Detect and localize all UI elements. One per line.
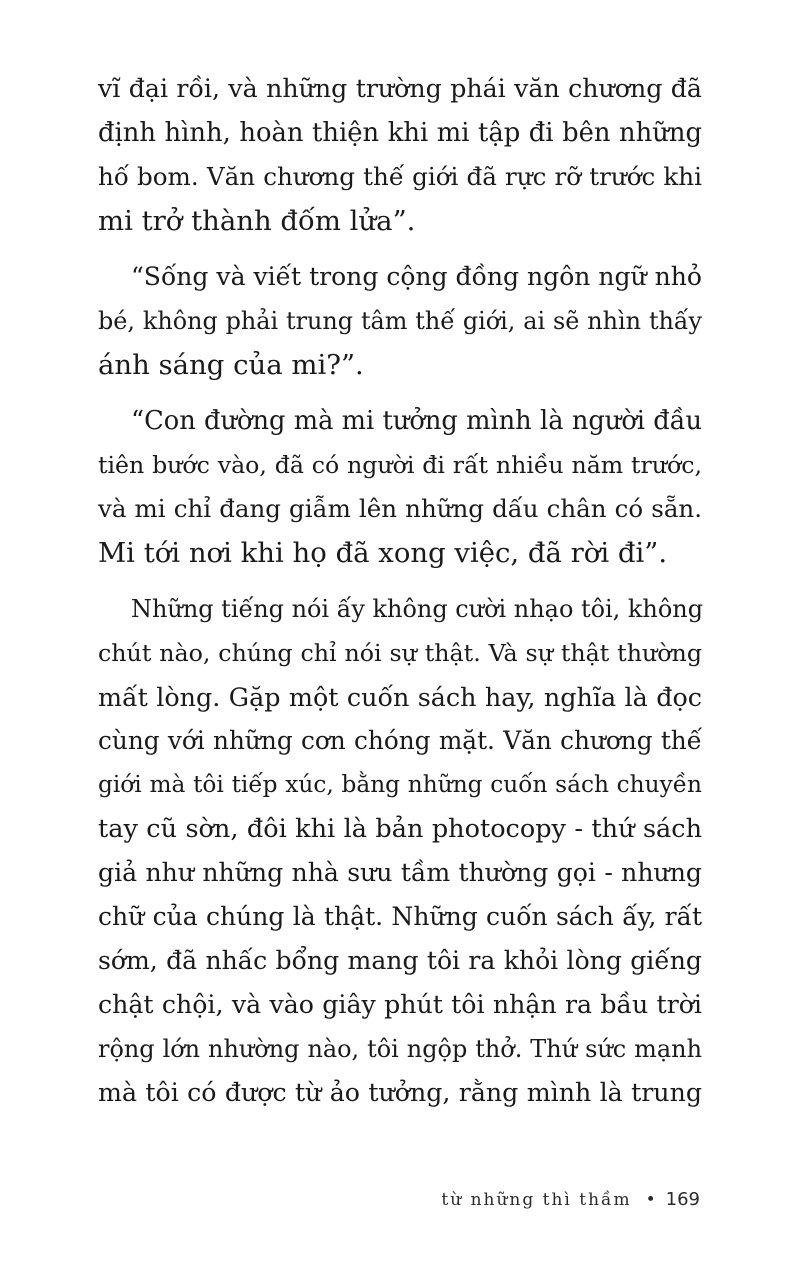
paragraph-gap: [98, 387, 702, 399]
footer-separator: •: [645, 1190, 656, 1210]
text-line: định hình, hoàn thiện khi mi tập đi bên những: [98, 118, 702, 148]
text-line: Mi tới nơi khi họ đã xong việc, đã rời đi”.: [98, 537, 668, 569]
text-line: chút nào, chúng chỉ nói sự thật. Và sự thật thường: [98, 639, 702, 667]
running-title: từ những thì thầm: [441, 1190, 632, 1210]
text-line: tiên bước vào, đã có người đi rất nhiều năm trước,: [98, 451, 702, 479]
text-line: vĩ đại rồi, và những trường phái văn chương đã: [98, 74, 702, 103]
text-line: ánh sáng của mi?”.: [98, 349, 364, 381]
text-line: “Con đường mà mi tưởng mình là người đầu: [131, 406, 702, 436]
text-line: chữ của chúng là thật. Những cuốn sách ấy, rất: [98, 902, 702, 931]
page-footer: [441, 1184, 700, 1216]
text-line: mất lòng. Gặp một cuốn sách hay, nghĩa là đọc: [98, 682, 702, 712]
text-line: rộng lớn nhường nào, tôi ngộp thở. Thứ sức mạnh: [98, 1035, 702, 1063]
text-line: bé, không phải trung tâm thế giới, ai sẽ nhìn thấy: [98, 307, 702, 335]
paragraph: [98, 255, 702, 387]
paragraph: [98, 67, 702, 243]
paragraph: [98, 399, 702, 575]
text-line: Những tiếng nói ấy không cười nhạo tôi, không: [131, 595, 704, 623]
paragraph-gap: [98, 243, 702, 255]
page-number: 169: [665, 1189, 700, 1210]
text-line: giới mà tôi tiếp xúc, bằng những cuốn sách chuyền: [98, 771, 702, 798]
text-line: “Sống và viết trong cộng đồng ngôn ngữ nhỏ: [131, 262, 702, 291]
page-body: [98, 67, 702, 1115]
text-line: tay cũ sờn, đôi khi là bản photocopy - thứ sách: [98, 814, 702, 844]
text-line: sớm, đã nhấc bổng mang tôi ra khỏi lòng giếng: [98, 946, 702, 975]
text-line: và mi chỉ đang giẫm lên những dấu chân có sẵn.: [98, 494, 702, 523]
text-line: chật chội, và vào giây phút tôi nhận ra bầu trời: [98, 990, 702, 1019]
text-line: mi trở thành đốm lửa”.: [98, 205, 416, 237]
text-line: cùng với những cơn chóng mặt. Văn chương thế: [98, 726, 702, 755]
text-line: giả như những nhà sưu tầm thường gọi - nhưng: [98, 858, 702, 887]
text-line: mà tôi có được từ ảo tưởng, rằng mình là trung: [98, 1078, 702, 1107]
paragraph: [98, 587, 702, 1115]
paragraph-gap: [98, 575, 702, 587]
text-line: hố bom. Văn chương thế giới đã rực rỡ trước khi: [98, 162, 702, 191]
